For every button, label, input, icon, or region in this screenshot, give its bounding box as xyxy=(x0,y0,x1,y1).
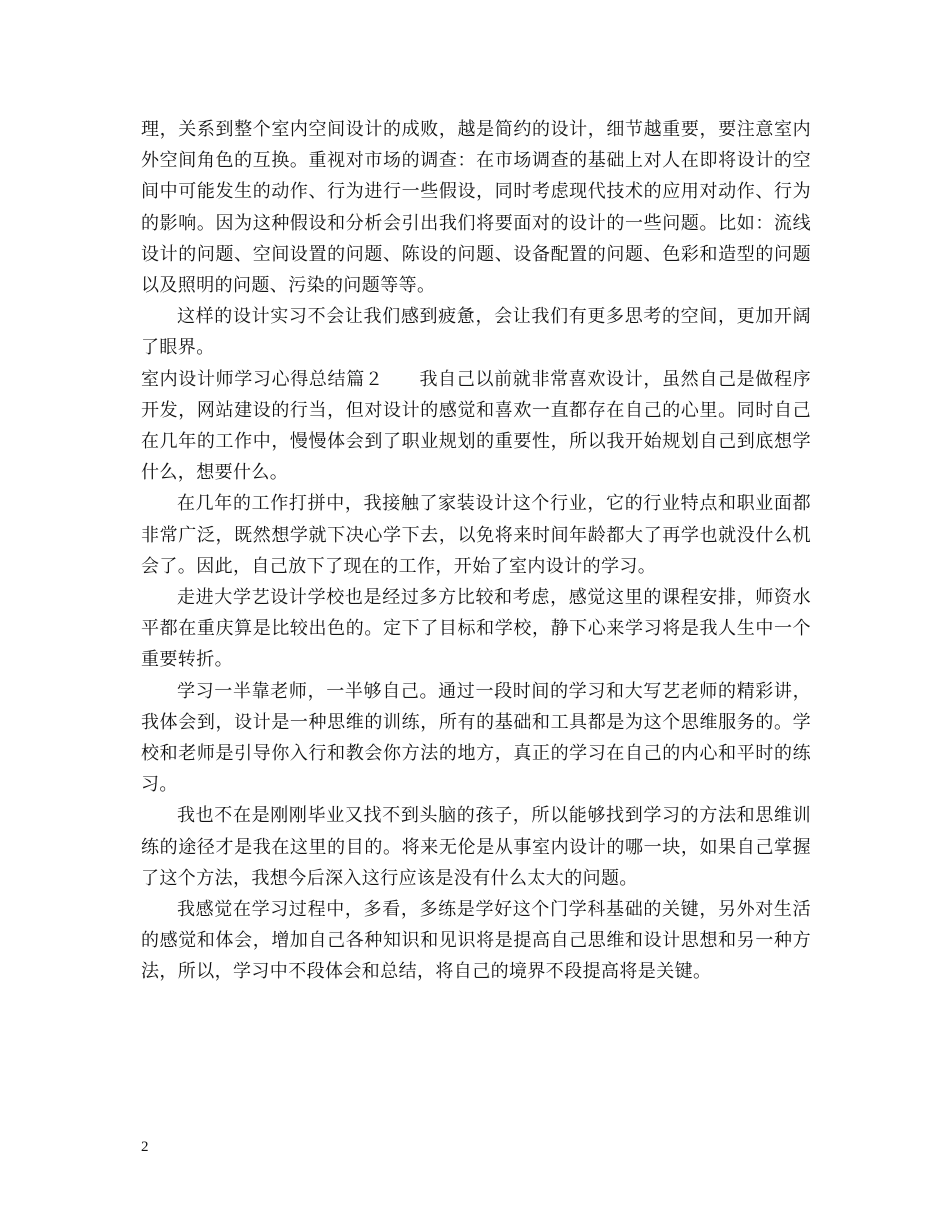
document-body xyxy=(141,114,811,988)
paragraph-6: 学习一半靠老师，一半够自己。通过一段时间的学习和大写艺老师的精彩讲，我体会到，设计是一种思维的训练，所有的基础和工具都是为这个思维服务的。学校和老师是引导你入行和教会你方法的地方，真正的学习在自己的内心和平时的练习。 xyxy=(141,680,811,796)
paragraph-3-text: 我自己以前就非常喜欢设计，虽然自己是做程序开发，网站建设的行当，但对设计的感觉和喜欢一直都存在自己的心里。同时自己在几年的工作中，慢慢体会到了职业规划的重要性，所以我开始规划自己到底想学什么，想要什么。 xyxy=(141,368,811,484)
section-heading: 室内设计师学习心得总结篇２ xyxy=(141,368,384,390)
paragraph-7: 我也不在是刚刚毕业又找不到头脑的孩子，所以能够找到学习的方法和思维训练的途径才是我在这里的目的。将来无伦是从事室内设计的哪一块，如果自己掌握了这个方法，我想今后深入这行应该是没有什么太大的问题。 xyxy=(141,805,811,889)
paragraph-5: 走进大学艺设计学校也是经过多方比较和考虑，感觉这里的课程安排，师资水平都在重庆算是比较出色的。定下了目标和学校，静下心来学习将是我人生中一个重要转折。 xyxy=(141,587,811,671)
paragraph-1: 理，关系到整个室内空间设计的成败，越是简约的设计，细节越重要，要注意室内外空间角色的互换。重视对市场的调查：在市场调查的基础上对人在即将设计的空间中可能发生的动作、行为进行一些假设，同时考虑现代技术的应用对动作、行为的影响。因为这种假设和分析会引出我们将要面对的设计的一些问题。比如：流线设计的问题、空间设置的问题、陈设的问题、设备配置的问题、色彩和造型的问题以及照明的问题、污染的问题等等。 xyxy=(141,119,811,297)
paragraph-2: 这样的设计实习不会让我们感到疲惫，会让我们有更多思考的空间，更加开阔了眼界。 xyxy=(141,306,811,359)
paragraph-4: 在几年的工作打拼中，我接触了家装设计这个行业，它的行业特点和职业面都非常广泛，既然想学就下决心学下去，以免将来时间年龄都大了再学也就没什么机会了。因此，自己放下了现在的工作，开始了室内设计的学习。 xyxy=(141,493,811,577)
paragraph-3 xyxy=(141,364,811,489)
page-number: 2 xyxy=(141,1139,149,1155)
paragraph-8: 我感觉在学习过程中，多看，多练是学好这个门学科基础的关键，另外对生活的感觉和体会，增加自己各种知识和见识将是提高自己思维和设计思想和另一种方法，所以，学习中不段体会和总结，将自己的境界不段提高将是关键。 xyxy=(141,899,811,983)
